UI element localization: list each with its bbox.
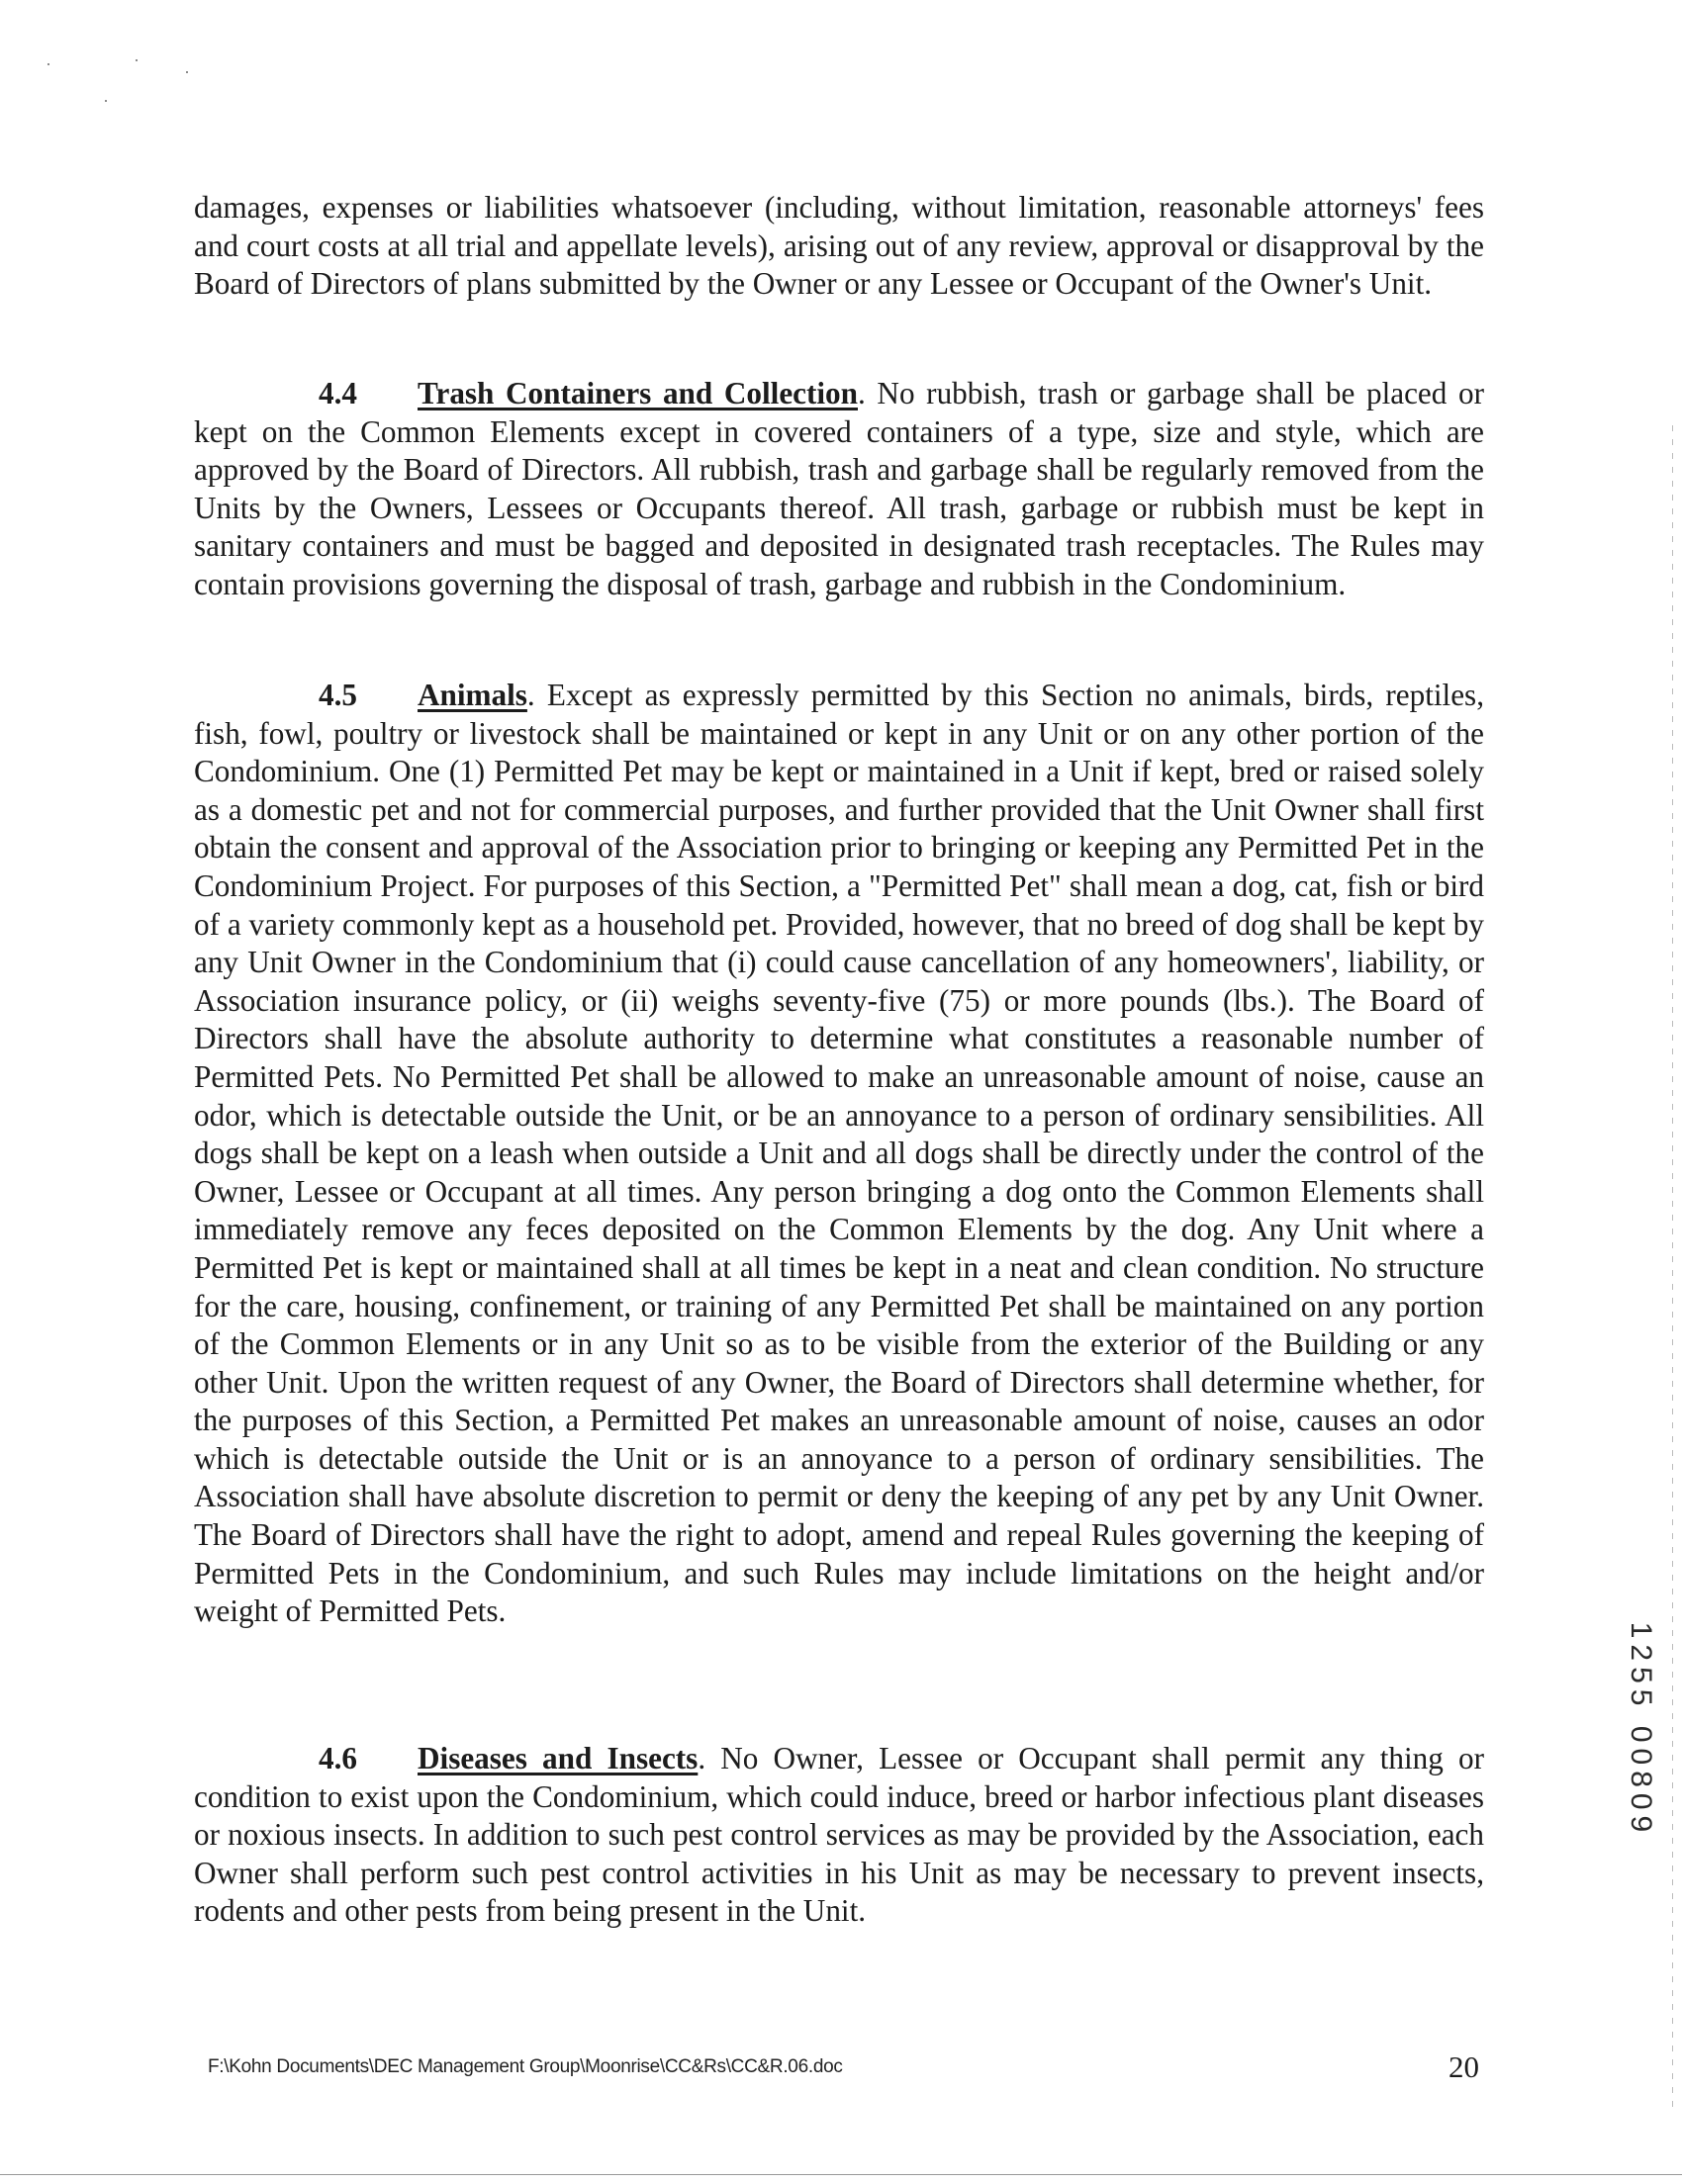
section-title: Trash Containers and Collection (418, 376, 858, 410)
section-title: Diseases and Insects (418, 1741, 699, 1775)
paragraph-text: damages, expenses or liabilities whatsoever (including, without limitation, reasonable attorneys' fees and court costs at all trial and appellate levels), arising out of any review, approval or disapproval by the Board of Directors of plans submitted by the Owner or any Lessee or Occupant of the Owner's Unit. (194, 190, 1484, 302)
page-number: 20 (1448, 2049, 1479, 2084)
section-4-4 (194, 375, 1484, 604)
scan-speck (186, 71, 188, 73)
section-number: 4.6 (319, 1741, 357, 1775)
continued-paragraph (194, 189, 1484, 304)
section-body: . No rubbish, trash or garbage shall be placed or kept on the Common Elements except in covered containers of a type, size and style, which are approved by the Board of Directors. All rubbish, trash and garbage shall be regularly removed from the Units by the Owners, Lessees or Occupants thereof. All trash, garbage or rubbish must be kept in sanitary containers and must be bagged and deposited in designated trash receptacles. The Rules may contain provisions governing the disposal of trash, garbage and rubbish in the Condominium. (194, 376, 1484, 601)
scan-edge-line (1672, 425, 1673, 2107)
section-title: Animals (418, 678, 527, 712)
scan-speck (136, 59, 138, 61)
section-4-5 (194, 677, 1484, 1631)
scan-speck (105, 100, 107, 102)
section-number: 4.4 (319, 376, 357, 410)
section-body: . Except as expressly permitted by this Section no animals, birds, reptiles, fish, fowl, poultry or livestock shall be maintained or kept in any Unit or on any other portion of the Condominium. One (1) Permitted Pet may be kept or maintained in a Unit if kept, bred or raised solely as a domestic pet and not for commercial purposes, and further provided that the Unit Owner shall first obtain the consent and approval of the Association prior to bringing or keeping any Permitted Pet in the Condominium Project. For purposes of this Section, a "Permitted Pet" shall mean a dog, cat, fish or bird of a variety commonly kept as a household pet. Provided, however, that no breed of dog shall be kept by any Unit Owner in the Condominium that (i) could cause cancellation of any homeowners', liability, or Association insurance policy, or (ii) weighs seventy-five (75) or more pounds (lbs.). The Board of Directors shall have the absolute authority to determine what constitutes a reasonable number of Permitted Pets. No Permitted Pet shall be allowed to make an unreasonable amount of noise, cause an odor, which is detectable outside the Unit, or be an annoyance to a person of ordinary sensibilities. All dogs shall be kept on a leash when outside a Unit and all dogs shall be directly under the control of the Owner, Lessee or Occupant at all times. Any person bringing a dog onto the Common Elements shall immediately remove any feces deposited on the Common Elements by the dog. Any Unit where a Permitted Pet is kept or maintained shall at all times be kept in a neat and clean condition. No structure for the care, housing, confinement, or training of any Permitted Pet shall be maintained on any portion of the Common Elements or in any Unit so as to be visible from the exterior of the Building or any other Unit. Upon the written request of any Owner, the Board of Directors shall determine whether, for the purposes of this Section, a Permitted Pet makes an unreasonable amount of noise, causes an odor which is detectable outside the Unit or is an annoyance to a person of ordinary sensibilities. The Association shall have absolute discretion to permit or deny the keeping of any pet by any Unit Owner. The Board of Directors shall have the right to adopt, amend and repeal Rules governing the keeping of Permitted Pets in the Condominium, and such Rules may include limitations on the height and/or weight of Permitted Pets. (194, 678, 1484, 1629)
scan-speck (47, 63, 49, 65)
scan-bottom-edge (0, 2174, 1682, 2175)
side-stamp (1626, 1596, 1655, 1864)
footer-file-path: F:\Kohn Documents\DEC Management Group\Moonrise\CC&Rs\CC&R.06.doc (208, 2056, 843, 2077)
section-number: 4.5 (319, 678, 357, 712)
section-body: . No Owner, Lessee or Occupant shall permit any thing or condition to exist upon the Condominium, which could induce, breed or harbor infectious plant diseases or noxious insects. In addition to such pest control services as may be provided by the Association, each Owner shall perform such pest control activities in his Unit as may be necessary to prevent insects, rodents and other pests from being present in the Unit. (194, 1741, 1484, 1929)
side-stamp-text: 1255 00809 (1625, 1621, 1657, 1839)
section-4-6 (194, 1740, 1484, 1931)
